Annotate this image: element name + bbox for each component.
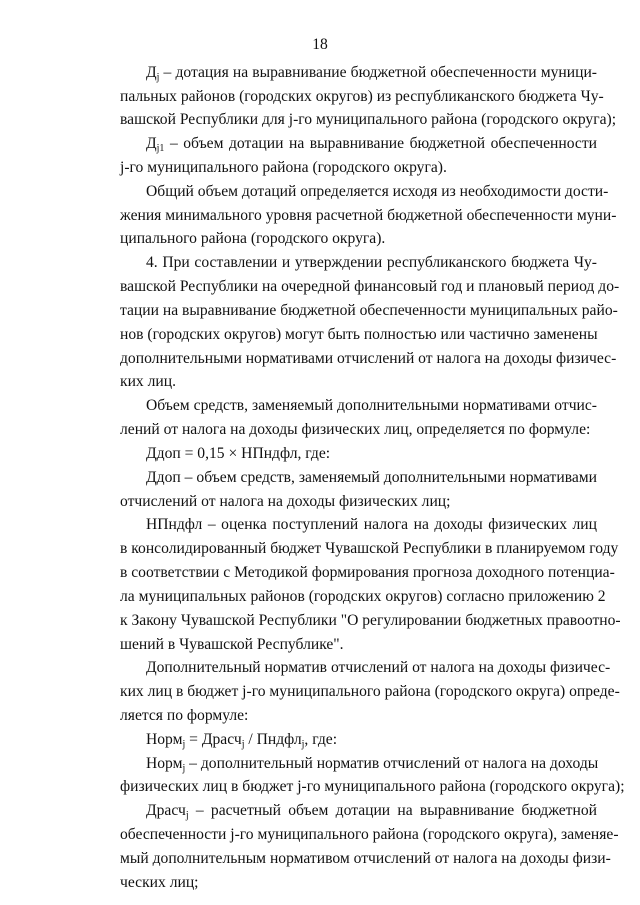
- text-line: [120, 372, 597, 392]
- text-run: НПндфл – оценка поступлений налога на доходы физических лиц: [146, 516, 597, 533]
- text-run: физических лиц в бюджет j-го муниципального района (городского округа);: [120, 778, 625, 795]
- subscript: j: [182, 739, 186, 750]
- text-run: шений в Чувашской Республике".: [120, 636, 344, 653]
- text-run: ляется по формуле:: [120, 707, 249, 724]
- text-run: ческих лиц;: [120, 874, 199, 891]
- text-line: [120, 349, 617, 369]
- text-run: / Пндфл: [244, 731, 302, 748]
- subscript: j: [241, 739, 245, 750]
- text-line: [146, 801, 597, 821]
- text-run: отчислений от налога на доходы физических лиц;: [120, 493, 451, 510]
- text-run: – расчетный объем дотации на выравнивание бюджетной: [188, 802, 597, 819]
- text-line: [120, 420, 597, 440]
- text-run: = Драсч: [185, 731, 242, 748]
- text-line: [120, 873, 597, 893]
- text-run: лений от налога на доходы физических лиц, определяется по формуле:: [120, 421, 591, 438]
- text-line: [146, 468, 597, 488]
- text-line: [120, 706, 597, 726]
- text-run: 4. При составлении и утверждении республиканского бюджета Чу-: [146, 254, 597, 271]
- text-line: [120, 539, 619, 559]
- text-line: [120, 587, 606, 607]
- text-line: [120, 277, 620, 297]
- text-line: [120, 206, 617, 226]
- text-line: [146, 134, 597, 154]
- text-line: [120, 563, 615, 583]
- text-run: Д: [146, 135, 157, 152]
- text-run: нов (городских округов) могут быть полностью или частично заменены: [120, 326, 598, 343]
- text-line: [120, 682, 620, 702]
- text-run: обеспеченности j-го муниципального района (городского округа), заменяе-: [120, 826, 619, 843]
- text-run: вашской Республики для j-го муниципального района (городского округа);: [120, 111, 617, 128]
- text-run: вашской Республики на очередной финансовый год и плановый период до-: [120, 278, 620, 295]
- text-run: пальных районов (городских округов) из республиканского бюджета Чу-: [120, 88, 604, 105]
- text-line: [120, 611, 621, 631]
- text-run: дополнительными нормативами отчислений от налога на доходы физичес-: [120, 350, 617, 367]
- text-run: Ддоп = 0,15 × НПндфл, где:: [146, 445, 331, 462]
- subscript: j1: [156, 143, 165, 154]
- text-run: – дополнительный норматив отчислений от налога на доходы: [185, 755, 599, 772]
- text-line: [120, 110, 617, 130]
- text-line: [146, 253, 597, 273]
- subscript: j: [182, 763, 186, 774]
- text-line: [146, 444, 597, 464]
- text-line: [146, 730, 597, 750]
- text-line: [120, 87, 604, 107]
- text-line: [146, 396, 597, 416]
- text-run: в соответствии с Методикой формирования прогноза доходного потенциа-: [120, 564, 615, 581]
- subscript: j: [156, 72, 160, 83]
- text-line: [120, 229, 597, 249]
- text-run: Норм: [146, 731, 183, 748]
- text-run: Драсч: [146, 802, 186, 819]
- text-line: [120, 325, 597, 345]
- text-line: [120, 158, 597, 178]
- text-line: [146, 182, 609, 202]
- text-line: [146, 658, 611, 678]
- text-run: мый дополнительным нормативом отчислений от налога на доходы физи-: [120, 850, 611, 867]
- text-run: Ддоп – объем средств, заменяемый дополнительными нормативами: [146, 469, 597, 486]
- text-run: к Закону Чувашской Республики "О регулировании бюджетных правоотно-: [120, 612, 621, 629]
- text-run: ла муниципальных районов (городских округов) согласно приложению 2: [120, 588, 606, 605]
- text-line: [120, 825, 619, 845]
- text-line: [146, 515, 597, 535]
- text-run: ципального района (городского округа).: [120, 230, 386, 247]
- page-number: 18: [312, 36, 328, 53]
- text-line: [120, 492, 597, 512]
- text-run: j-го муниципального района (городского округа).: [120, 159, 447, 176]
- subscript: j: [185, 810, 189, 821]
- text-run: – объем дотации на выравнивание бюджетной обеспеченности: [164, 135, 597, 152]
- text-run: Дополнительный норматив отчислений от налога на доходы физичес-: [146, 659, 611, 676]
- text-line: [120, 849, 611, 869]
- subscript: j: [301, 739, 305, 750]
- text-run: Д: [146, 64, 157, 81]
- text-line: [120, 301, 618, 321]
- text-run: ких лиц в бюджет j-го муниципального района (городского округа) опреде-: [120, 683, 620, 700]
- text-run: – дотация на выравнивание бюджетной обеспеченности муници-: [159, 64, 597, 81]
- text-run: в консолидированный бюджет Чувашской Республики в планируемом году: [120, 540, 619, 557]
- text-run: ких лиц.: [120, 373, 176, 390]
- text-run: тации на выравнивание бюджетной обеспеченности муниципальных райо-: [120, 302, 618, 319]
- text-line: [120, 777, 625, 797]
- text-run: Норм: [146, 755, 183, 772]
- text-line: [146, 63, 597, 83]
- text-run: , где:: [304, 731, 338, 748]
- text-run: Общий объем дотаций определяется исходя из необходимости дости-: [146, 183, 609, 200]
- text-line: [120, 635, 597, 655]
- text-run: Объем средств, заменяемый дополнительными нормативами отчис-: [146, 397, 597, 414]
- text-run: жения минимального уровня расчетной бюджетной обеспеченности муни-: [120, 207, 617, 224]
- text-line: [146, 754, 597, 774]
